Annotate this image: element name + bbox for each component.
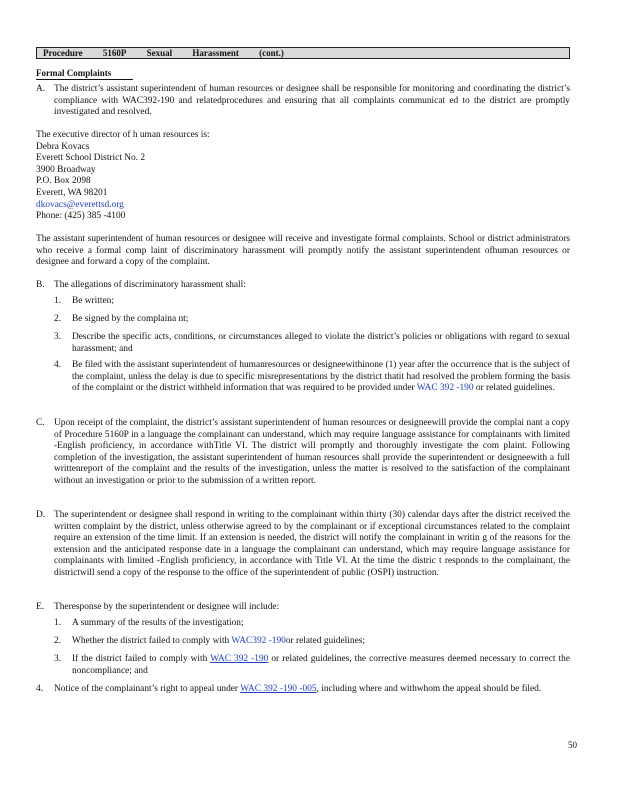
section-b-label: B. bbox=[36, 280, 45, 290]
b-item-4-text bbox=[72, 360, 570, 395]
e-item-3 bbox=[36, 654, 570, 677]
section-c-text: Upon receipt of the complaint, the district’s assistant superintendent of human resources or designeewill provide the complai nant a copy of Procedure 5160P in a language the complainant can understand, which may require language assistance for complainants with limited -English proficiency, in accordance withTitle VI. The district will promptly and thoroughly investigate the com plaint. Following completion of the investigation, the assistant superintendent of human resources shall provide the superintendent or designeewith a full writtenreport of the complaint and the results of the investigation, unless the matter is resolved to the satisfaction of the complainant without an investigation or prior to the submission of a written report. bbox=[54, 418, 570, 486]
contact-block bbox=[36, 130, 570, 223]
e-item-1-number: 1. bbox=[54, 618, 62, 628]
section-title: Formal Complaints bbox=[36, 68, 133, 80]
section-c bbox=[36, 418, 570, 488]
procedure-header bbox=[36, 47, 570, 59]
e-item-3-text bbox=[72, 654, 570, 677]
header-number: 5160P bbox=[102, 48, 127, 58]
e-item-2 bbox=[36, 636, 570, 648]
e-item-1 bbox=[36, 618, 570, 630]
section-d bbox=[36, 510, 570, 580]
section-a-text: The district’s assistant superintendent of human resources or designee shall be responsible for monitoring and coordinating the district’s compliance with WAC392-190 and relatedprocedures and ensuring that all complaints communicat ed to the district are promptly investigated and resolved. bbox=[54, 84, 570, 118]
b-item-1-number: 1. bbox=[54, 296, 62, 306]
contact-phone: Phone: (425) 385 -4100 bbox=[36, 211, 126, 222]
contact-intro: The executive director of h uman resources is: bbox=[36, 130, 210, 140]
item-4-text bbox=[54, 684, 570, 696]
e-item-3-text-post: or related guidelines, the corrective measures deemed necessary to correct the noncompliance; and bbox=[72, 654, 570, 676]
b-item-3-number: 3. bbox=[54, 332, 62, 342]
b-item-4-text-post: or related guidelines. bbox=[473, 383, 555, 394]
b-item-2-number: 2. bbox=[54, 314, 62, 324]
b-item-4-wac-link[interactable]: WAC 392 -190 bbox=[416, 383, 474, 394]
e-item-3-number: 3. bbox=[54, 654, 62, 664]
header-title1: Sexual bbox=[146, 48, 173, 58]
e-item-1-text: A summary of the results of the investigation; bbox=[72, 618, 244, 628]
e-item-3-text-pre: If the district failed to comply with bbox=[72, 654, 211, 664]
e-item-2-text bbox=[72, 636, 570, 648]
section-b bbox=[36, 280, 570, 292]
b-item-4-number: 4. bbox=[54, 360, 62, 370]
b-item-2-text: Be signed by the complaina nt; bbox=[72, 314, 189, 324]
page-number: 50 bbox=[568, 740, 577, 750]
e-item-2-number: 2. bbox=[54, 636, 62, 646]
e-item-3-wac-link[interactable]: WAC 392 -190 bbox=[210, 654, 269, 664]
e-item-2-text-pre: Whether the district failed to comply with bbox=[72, 636, 232, 646]
section-e-intro: Theresponse by the superintendent or designee will include: bbox=[54, 602, 280, 612]
section-e-label: E. bbox=[36, 602, 45, 612]
item-4-text-pre: Notice of the complainant’s right to appeal under bbox=[54, 684, 241, 694]
contact-email-link[interactable]: dkovacs@everettsd.org bbox=[36, 199, 124, 210]
b-item-4 bbox=[36, 360, 570, 395]
e-item-2-wac-link[interactable]: WAC392 -190 bbox=[231, 636, 286, 646]
section-a bbox=[36, 84, 570, 119]
header-title2: Harassment bbox=[192, 48, 239, 58]
b-item-1-text: Be written; bbox=[72, 296, 114, 306]
section-a-label: A. bbox=[36, 84, 46, 94]
header-cont: (cont.) bbox=[259, 48, 284, 58]
contact-org: Everett School District No. 2 bbox=[36, 153, 146, 164]
section-d-text: The superintendent or designee shall respond in writing to the complainant within thirty (30) calendar days after the district received the written complaint by the district, unless otherwise agreed to by the complainant or if exceptional circumstances related to the complaint require an extension of the time limit. If an extension is needed, the district will notify the complainant in writin g of the reasons for the extension and the anticipated response date in a language the complainant can understand, which may require language assistance for complainants with limited -English proficiency, in accordance with Title VI. At the time the distric t responds to the complainant, the districtwill send a copy of the response to the office of the superintendent of public (OSPI) instruction. bbox=[54, 510, 570, 578]
e-item-2-text-post: or related guidelines; bbox=[285, 636, 365, 646]
receive-paragraph: The assistant superintendent of human resources or designee will receive and investigate formal complaints. School or district administrators who receive a formal comp laint of discriminatory harassment will promptly notify the assistant superintendent ofhuman resources or designee and forward a copy of the complaint. bbox=[36, 234, 570, 268]
contact-po: P.O. Box 2098 bbox=[36, 176, 91, 187]
item-4-wac-link[interactable]: WAC 392 -190 -005 bbox=[240, 684, 317, 694]
contact-street: 3900 Broadway bbox=[36, 164, 96, 175]
section-b-intro: The allegations of discriminatory harassment shall: bbox=[54, 280, 246, 290]
section-e bbox=[36, 602, 570, 614]
item-4-appeal bbox=[36, 684, 570, 696]
header-procedure: Procedure bbox=[43, 48, 83, 58]
b-item-4-text-pre: Be filed with the assistant superintendent of humanresources or designeewithinone (1) year after the occurrence that is the subject of the complaint, unless the delay is due to specific misrepresentations by the district thatit had resolved the problem forming the basis of the complaint or the district withheld information that was required to be provided under bbox=[72, 360, 570, 394]
contact-city: Everett, WA 98201 bbox=[36, 187, 108, 198]
b-item-3 bbox=[36, 332, 570, 355]
contact-name: Debra Kovacs bbox=[36, 141, 90, 152]
item-4-text-post: , including where and withwhom the appeal should be filed. bbox=[316, 684, 542, 694]
b-item-3-text: Describe the specific acts, conditions, or circumstances alleged to violate the district’s policies or obligations with regard to sexual harassment; and bbox=[72, 332, 570, 354]
b-item-1 bbox=[36, 296, 570, 308]
b-item-2 bbox=[36, 314, 570, 326]
section-d-label: D. bbox=[36, 510, 46, 520]
item-4-number: 4. bbox=[36, 684, 44, 694]
section-c-label: C. bbox=[36, 418, 45, 428]
